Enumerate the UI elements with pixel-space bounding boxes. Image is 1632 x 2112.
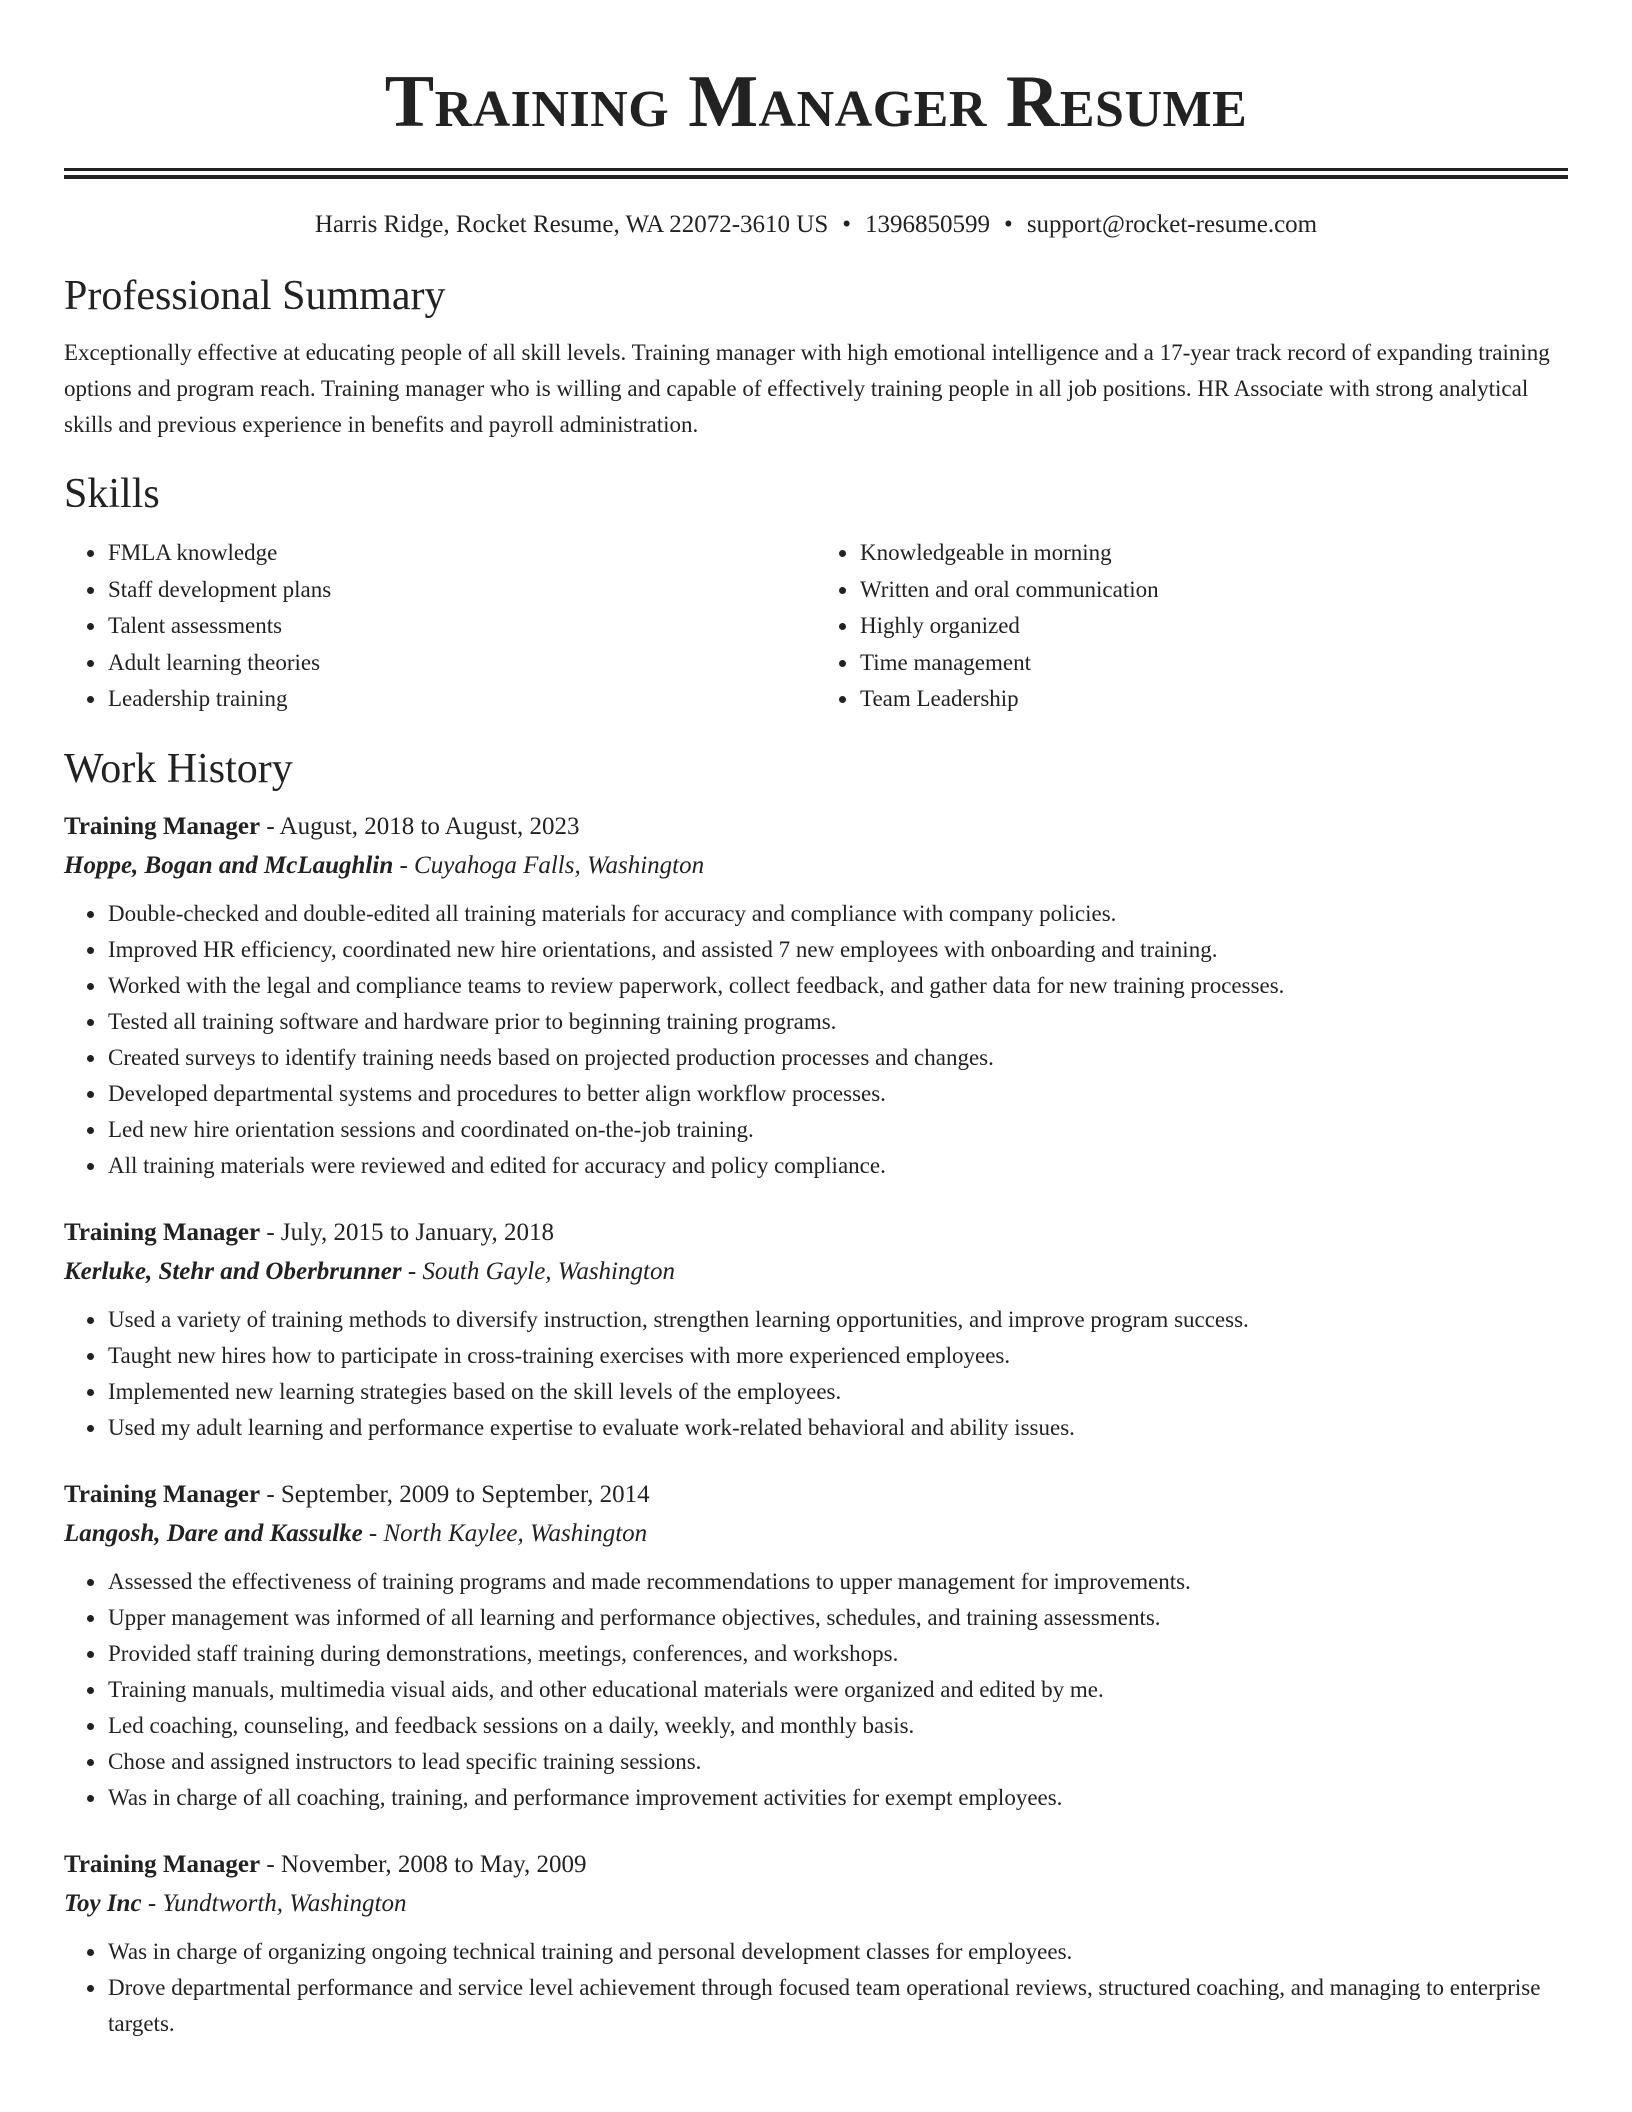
skill-item: • Highly organized: [859, 608, 1568, 645]
skill-item: • Leadership training: [107, 681, 816, 718]
job-title-line: [64, 808, 1568, 846]
job-bullets: [64, 1564, 1568, 1816]
company-line: [64, 1884, 1568, 1924]
contact-phone: 1396850599: [865, 211, 991, 238]
job-bullets: [64, 896, 1568, 1184]
job-bullet: • Taught new hires how to participate in cross-training exercises with more experienced employees.: [107, 1338, 1568, 1374]
job-title-line: [64, 1846, 1568, 1884]
title-divider: [64, 168, 1568, 179]
job-bullet: • Upper management was informed of all learning and performance objectives, schedules, and training assessments.: [107, 1600, 1568, 1636]
job-bullets: [64, 1934, 1568, 2042]
contact-email: support@rocket-resume.com: [1026, 211, 1318, 238]
contact-separator: •: [1004, 211, 1013, 238]
job-entry: [64, 1214, 1568, 1446]
job-bullet: • Drove departmental performance and service level achievement through focused team operational reviews, structured coaching, and managing to enterprise targets.: [107, 1970, 1568, 2042]
job-bullet: • Worked with the legal and compliance teams to review paperwork, collect feedback, and gather data for new training processes.: [107, 968, 1568, 1004]
job-entry: [64, 1846, 1568, 2042]
job-title: Training Manager: [64, 812, 261, 840]
job-bullet: • Chose and assigned instructors to lead specific training sessions.: [107, 1744, 1568, 1780]
contact-separator: •: [842, 211, 852, 238]
job-bullet: • Double-checked and double-edited all training materials for accuracy and compliance with company policies.: [107, 896, 1568, 932]
job-bullets: [64, 1302, 1568, 1446]
job-bullet: • Improved HR efficiency, coordinated new hire orientations, and assisted 7 new employees with onboarding and training.: [107, 932, 1568, 968]
skill-item: • Knowledgeable in morning: [859, 535, 1568, 572]
company-name: Hoppe, Bogan and McLaughlin: [64, 851, 394, 879]
skills-list-right: [816, 535, 1568, 718]
resume-page: [64, 0, 1568, 2042]
skills-columns: [64, 535, 1568, 718]
contact-line: [64, 209, 1568, 241]
skill-item: • Staff development plans: [107, 572, 816, 609]
job-bullet: • Developed departmental systems and procedures to better align workflow processes.: [107, 1076, 1568, 1112]
job-title: Training Manager: [64, 1480, 261, 1508]
job-bullet: • Was in charge of organizing ongoing technical training and personal development classes for employees.: [107, 1934, 1568, 1970]
company-location: - South Gayle, Washington: [407, 1257, 675, 1285]
job-bullet: • Implemented new learning strategies based on the skill levels of the employees.: [107, 1374, 1568, 1410]
company-name: Langosh, Dare and Kassulke: [64, 1519, 363, 1547]
job-bullet: • All training materials were reviewed and edited for accuracy and policy compliance.: [107, 1148, 1568, 1184]
job-entry: [64, 808, 1568, 1184]
job-title-line: [64, 1476, 1568, 1514]
skills-list-left: [64, 535, 816, 718]
job-dates: - November, 2008 to May, 2009: [266, 1850, 587, 1878]
skill-item: • Team Leadership: [859, 681, 1568, 718]
summary-heading: Professional Summary: [64, 273, 446, 319]
job-bullet: • Training manuals, multimedia visual aids, and other educational materials were organized and edited by me.: [107, 1672, 1568, 1708]
job-bullet: • Was in charge of all coaching, training, and performance improvement activities for exempt employees.: [107, 1780, 1568, 1816]
job-dates: - July, 2015 to January, 2018: [266, 1218, 555, 1246]
job-bullet: • Created surveys to identify training needs based on projected production processes and changes.: [107, 1040, 1568, 1076]
job-bullet: • Assessed the effectiveness of training programs and made recommendations to upper management for improvements.: [107, 1564, 1568, 1600]
job-title: Training Manager: [64, 1218, 261, 1246]
job-bullet: • Used a variety of training methods to diversify instruction, strengthen learning opportunities, and improve program success.: [107, 1302, 1568, 1338]
skill-item: • Adult learning theories: [107, 645, 816, 682]
company-name: Toy Inc: [64, 1889, 142, 1917]
skill-item: • Time management: [859, 645, 1568, 682]
job-title-line: [64, 1214, 1568, 1252]
job-bullet: • Led coaching, counseling, and feedback sessions on a daily, weekly, and monthly basis.: [107, 1708, 1568, 1744]
company-line: [64, 846, 1568, 886]
company-name: Kerluke, Stehr and Oberbrunner: [64, 1257, 402, 1285]
contact-address: Harris Ridge, Rocket Resume, WA 22072-3610 US: [314, 211, 829, 238]
summary-text: Exceptionally effective at educating people of all skill levels. Training manager with high emotional intelligence and a 17-year track record of expanding training options and program reach. Training manager who is willing and capable of effectively training people in all job positions. HR Associate with strong analytical skills and previous experience in benefits and payroll administration.: [64, 340, 1550, 437]
skill-item: • Talent assessments: [107, 608, 816, 645]
job-bullet: • Tested all training software and hardware prior to beginning training programs.: [107, 1004, 1568, 1040]
company-line: [64, 1252, 1568, 1292]
job-title: Training Manager: [64, 1850, 261, 1878]
skill-item: • FMLA knowledge: [107, 535, 816, 572]
skill-item: • Written and oral communication: [859, 572, 1568, 609]
skills-heading: Skills: [64, 471, 160, 517]
job-entry: [64, 1476, 1568, 1816]
job-bullet: • Used my adult learning and performance expertise to evaluate work-related behavioral and ability issues.: [107, 1410, 1568, 1446]
company-location: - North Kaylee, Washington: [368, 1519, 648, 1547]
job-dates: - August, 2018 to August, 2023: [266, 812, 580, 840]
job-dates: - September, 2009 to September, 2014: [266, 1480, 650, 1508]
work-history-heading: Work History: [64, 745, 293, 792]
company-location: - Cuyahoga Falls, Washington: [399, 851, 705, 879]
company-location: - Yundtworth, Washington: [147, 1889, 407, 1917]
company-line: [64, 1514, 1568, 1554]
resume-title: Training Manager Resume: [384, 61, 1248, 143]
job-bullet: • Led new hire orientation sessions and coordinated on-the-job training.: [107, 1112, 1568, 1148]
job-bullet: • Provided staff training during demonstrations, meetings, conferences, and workshops.: [107, 1636, 1568, 1672]
